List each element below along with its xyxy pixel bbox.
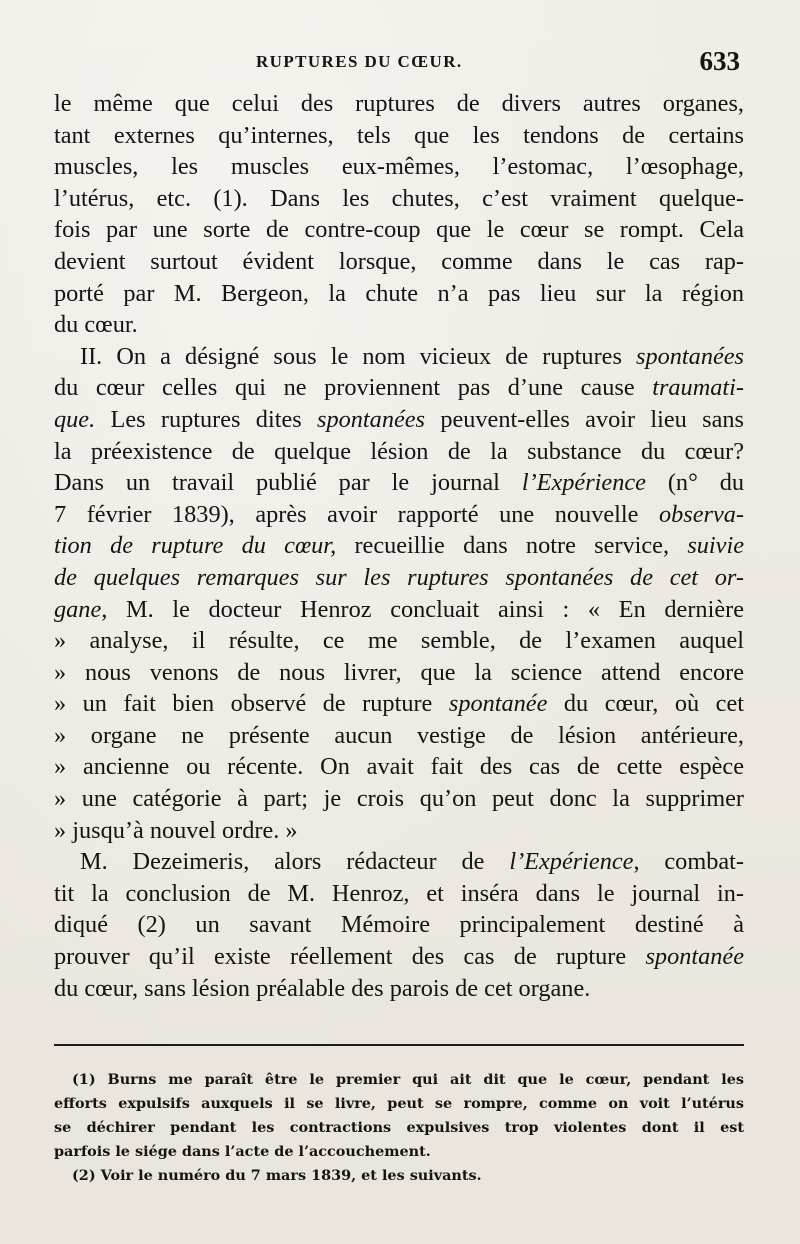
- text-run: (n° du: [645, 469, 745, 497]
- text-line: [54, 372, 744, 404]
- text-run: » jusqu’à nouvel ordre. »: [54, 816, 298, 844]
- footnote-line: (1) Burns me paraît être le premier qui ait dit que le cœur, pendant les: [72, 1071, 744, 1088]
- text-run: » un fait bien observé de rupture: [54, 690, 449, 718]
- text-run: M. le docteur Henroz concluait ainsi : « En dernière: [107, 595, 744, 623]
- text-run: peuvent-elles avoir lieu sans: [425, 405, 744, 433]
- footnote-line: parfois le siége dans l’acte de l’accouchement.: [54, 1143, 431, 1160]
- italic-text: suivie: [687, 532, 744, 560]
- text-line: [54, 278, 744, 310]
- text-run: recueillie dans notre service,: [336, 532, 688, 560]
- text-run: fois par une sorte de contre-coup que le cœur se rompt. Cela: [54, 216, 744, 244]
- text-run: » organe ne présente aucun vestige de lésion antérieure,: [54, 721, 744, 749]
- text-line: [54, 467, 744, 499]
- text-run: le même que celui des ruptures de divers autres organes,: [54, 90, 744, 117]
- text-run: » une catégorie à part; je crois qu’on peut donc la supprimer: [54, 785, 744, 813]
- text-run: muscles, les muscles eux-mêmes, l’estomac, l’œsophage,: [54, 153, 744, 181]
- text-run: du cœur, où cet: [547, 690, 744, 718]
- italic-text: observa-: [658, 500, 744, 528]
- text-line: [54, 214, 744, 246]
- text-run: » analyse, il résulte, ce me semble, de l’examen auquel: [54, 627, 744, 655]
- footnote-line: se déchirer pendant les contractions expulsives trop violentes dont il est: [54, 1119, 744, 1136]
- text-run: tant externes qu’internes, tels que les tendons de certains: [54, 121, 744, 149]
- text-line: [54, 562, 744, 594]
- text-run: II. On a désigné sous le nom vicieux de ruptures: [80, 342, 637, 370]
- text-run: 7 février 1839), après avoir rapporté une nouvelle: [54, 500, 659, 528]
- text-line: [54, 878, 744, 910]
- footnote-separator: [54, 1044, 744, 1046]
- text-line: [54, 783, 744, 815]
- text-run: Les ruptures dites: [95, 405, 318, 433]
- text-line: [54, 151, 744, 183]
- text-line: [54, 909, 744, 941]
- text-run: » nous venons de nous livrer, que la science attend encore: [54, 658, 744, 686]
- footnote: [54, 1068, 744, 1164]
- italic-text: de quelques remarques sur les ruptures spontanées de cet or-: [54, 563, 744, 591]
- text-line: [54, 341, 744, 373]
- italic-text: traumati-: [652, 374, 744, 402]
- footnote-line: (2) Voir le numéro du 7 mars 1839, et les suivants.: [72, 1167, 482, 1184]
- text-line: [54, 120, 744, 152]
- text-line: [54, 436, 744, 468]
- text-line: [54, 88, 744, 120]
- text-run: diqué (2) un savant Mémoire principalement destiné à: [54, 911, 744, 939]
- page-number: 633: [699, 46, 740, 76]
- footnote-line: efforts expulsifs auxquels il se livre, peut se rompre, comme on voit l’utérus: [54, 1095, 744, 1112]
- italic-text: l’Expérience: [521, 469, 646, 497]
- text-run: du cœur.: [54, 311, 138, 339]
- text-line: [54, 815, 744, 847]
- paragraph: [54, 341, 744, 847]
- text-line: [54, 973, 744, 1005]
- italic-text: spontanées: [636, 342, 744, 370]
- text-line: [54, 720, 744, 752]
- text-run: tit la conclusion de M. Henroz, et inséra dans le journal in-: [54, 879, 744, 907]
- footnote: [54, 1164, 744, 1188]
- text-line: [54, 657, 744, 689]
- italic-text: spontanée: [448, 690, 548, 718]
- footnotes: [54, 1068, 744, 1188]
- text-line: [54, 530, 744, 562]
- text-run: l’utérus, etc. (1). Dans les chutes, c’est vraiment quelque-: [54, 184, 744, 212]
- text-run: devient surtout évident lorsque, comme dans le cas rap-: [54, 247, 744, 275]
- text-line: [54, 846, 744, 878]
- text-line: [54, 183, 744, 215]
- text-run: Dans un travail publié par le journal: [54, 469, 522, 497]
- italic-text: l’Expérience: [509, 848, 634, 876]
- text-run: , combat-: [633, 848, 744, 876]
- text-run: du cœur, sans lésion préalable des parois de cet organe.: [54, 974, 591, 1002]
- text-line: [54, 625, 744, 657]
- paragraph: [54, 88, 744, 341]
- text-run: prouver qu’il existe réellement des cas de rupture: [54, 943, 646, 971]
- italic-text: tion de rupture du cœur,: [54, 532, 337, 560]
- text-line: [54, 688, 744, 720]
- text-line: [54, 499, 744, 531]
- text-run: » ancienne ou récente. On avait fait des cas de cette espèce: [54, 753, 744, 781]
- text-line: [54, 404, 744, 436]
- text-line: [54, 309, 744, 341]
- main-text: [54, 88, 744, 1004]
- text-line: [54, 594, 744, 626]
- text-run: M. Dezeimeris, alors rédacteur de: [80, 848, 510, 876]
- text-line: [54, 246, 744, 278]
- text-line: [54, 941, 744, 973]
- paragraph: [54, 846, 744, 1004]
- page-header: [0, 48, 800, 82]
- running-title: RUPTURES DU CŒUR.: [256, 52, 463, 71]
- text-run: la préexistence de quelque lésion de la substance du cœur?: [54, 437, 744, 465]
- italic-text: gane,: [54, 595, 108, 623]
- text-run: du cœur celles qui ne proviennent pas d’une cause: [54, 374, 653, 402]
- italic-text: spontanées: [317, 405, 425, 433]
- text-run: porté par M. Bergeon, la chute n’a pas lieu sur la région: [54, 279, 744, 307]
- text-line: [54, 751, 744, 783]
- italic-text: spontanée: [645, 943, 744, 971]
- italic-text: que.: [54, 405, 96, 433]
